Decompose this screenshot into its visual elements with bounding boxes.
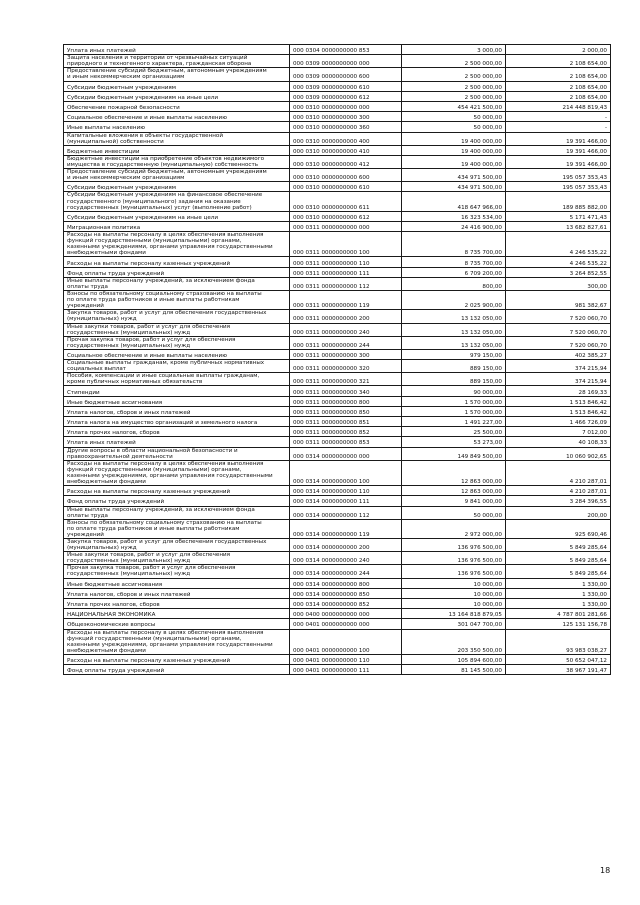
row-name-cell: Другие вопросы в области национальной безопасности и правоохранительной деятельности (64, 447, 290, 460)
row-name-cell: Субсидии бюджетным учреждениям (64, 81, 290, 91)
row-name-cell: Пособия, компенсации и иные социальные выплаты гражданам, кроме публичных нормативных обязательств (64, 373, 290, 386)
row-amount-approved-cell: 8 735 700,00 (402, 257, 506, 267)
row-name-cell: Уплата иных платежей (64, 437, 290, 447)
row-name-cell: Стипендии (64, 386, 290, 396)
table-row (64, 437, 611, 447)
row-amount-approved-cell: 19 400 000,00 (402, 145, 506, 155)
row-name-cell: Социальное обеспечение и иные выплаты населению (64, 112, 290, 122)
row-amount-executed-cell: 4 210 287,01 (506, 460, 611, 485)
row-code-cell: 000 0311 0000000000 851 (290, 417, 402, 427)
table-row (64, 417, 611, 427)
row-name-cell: Бюджетные инвестиции на приобретение объектов недвижимого имущества в государственную (муниципальную) собственность (64, 155, 290, 168)
table-row (64, 506, 611, 519)
row-amount-executed-cell: 7 520 060,70 (506, 310, 611, 323)
row-amount-executed-cell: 195 057 353,43 (506, 169, 611, 182)
table-row (64, 277, 611, 290)
row-code-cell: 000 0314 0000000000 100 (290, 460, 402, 485)
table-row (64, 406, 611, 416)
row-name-cell: Уплата иных платежей (64, 45, 290, 55)
row-amount-approved-cell: 10 000,00 (402, 588, 506, 598)
row-amount-approved-cell: 9 841 000,00 (402, 496, 506, 506)
row-code-cell: 000 0314 0000000000 852 (290, 598, 402, 608)
row-amount-executed-cell: 300,00 (506, 277, 611, 290)
row-amount-executed-cell: 4 246 535,22 (506, 232, 611, 257)
row-name-cell: Уплата налогов, сборов и иных платежей (64, 588, 290, 598)
row-code-cell: 000 0311 0000000000 240 (290, 323, 402, 336)
table-row (64, 112, 611, 122)
row-name-cell: Закупка товаров, работ и услуг для обеспечения государственных (муниципальных) нужд (64, 539, 290, 552)
row-amount-executed-cell: 1 513 846,42 (506, 396, 611, 406)
row-amount-approved-cell: 1 570 000,00 (402, 396, 506, 406)
row-amount-approved-cell: 10 000,00 (402, 598, 506, 608)
row-amount-executed-cell: 1 513 846,42 (506, 406, 611, 416)
row-code-cell: 000 0401 0000000000 111 (290, 665, 402, 675)
row-amount-approved-cell: 19 400 000,00 (402, 132, 506, 145)
row-amount-approved-cell: 434 971 500,00 (402, 169, 506, 182)
row-name-cell: Субсидии бюджетным учреждениям на иные цели (64, 211, 290, 221)
row-amount-executed-cell: 2 108 654,00 (506, 55, 611, 68)
row-code-cell: 000 0310 0000000000 000 (290, 101, 402, 111)
row-amount-executed-cell: 40 108,33 (506, 437, 611, 447)
row-name-cell: Расходы на выплаты персоналу в целях обеспечения выполнения функций государственными (муниципальными) органами, казенными учреждениями, органами управления государственными внебюджетными фондами (64, 232, 290, 257)
row-code-cell: 000 0314 0000000000 110 (290, 486, 402, 496)
table-row (64, 169, 611, 182)
row-amount-executed-cell: 189 885 882,00 (506, 192, 611, 211)
table-row (64, 598, 611, 608)
row-name-cell: Иные бюджетные ассигнования (64, 578, 290, 588)
row-amount-executed-cell: 214 448 819,43 (506, 101, 611, 111)
row-code-cell: 000 0311 0000000000 000 (290, 221, 402, 231)
table-row (64, 460, 611, 485)
table-row (64, 565, 611, 578)
row-amount-executed-cell: 402 385,27 (506, 349, 611, 359)
table-row (64, 336, 611, 349)
row-code-cell: 000 0311 0000000000 850 (290, 406, 402, 416)
row-name-cell: Социальные выплаты гражданам, кроме публичных нормативных социальных выплат (64, 360, 290, 373)
row-amount-approved-cell: 13 132 050,00 (402, 323, 506, 336)
table-row (64, 155, 611, 168)
row-name-cell: Уплата прочих налогов, сборов (64, 427, 290, 437)
table-row (64, 373, 611, 386)
row-amount-executed-cell: 1 466 726,09 (506, 417, 611, 427)
row-amount-executed-cell: 50 652 047,12 (506, 654, 611, 664)
row-amount-approved-cell: 19 400 000,00 (402, 155, 506, 168)
row-amount-approved-cell: 2 500 000,00 (402, 91, 506, 101)
row-code-cell: 000 0311 0000000000 110 (290, 257, 402, 267)
row-code-cell: 000 0309 0000000000 610 (290, 81, 402, 91)
row-amount-executed-cell: 19 391 466,00 (506, 145, 611, 155)
row-code-cell: 000 0314 0000000000 119 (290, 519, 402, 538)
row-code-cell: 000 0310 0000000000 612 (290, 211, 402, 221)
row-amount-executed-cell: 200,00 (506, 506, 611, 519)
table-row (64, 68, 611, 81)
row-amount-approved-cell: 434 971 500,00 (402, 182, 506, 192)
row-amount-executed-cell: 1 330,00 (506, 598, 611, 608)
row-amount-executed-cell: 93 983 038,27 (506, 629, 611, 654)
row-amount-approved-cell: 90 000,00 (402, 386, 506, 396)
row-amount-approved-cell: 149 849 500,00 (402, 447, 506, 460)
row-code-cell: 000 0314 0000000000 240 (290, 552, 402, 565)
page-number: 18 (600, 866, 611, 875)
row-code-cell: 000 0401 0000000000 000 (290, 619, 402, 629)
row-amount-approved-cell: 418 647 966,00 (402, 192, 506, 211)
row-code-cell: 000 0309 0000000000 000 (290, 55, 402, 68)
row-name-cell: Прочая закупка товаров, работ и услуг для обеспечения государственных (муниципальных) нужд (64, 565, 290, 578)
row-name-cell: Иные выплаты персоналу учреждений, за исключением фонда оплаты труда (64, 277, 290, 290)
row-name-cell: Взносы по обязательному социальному страхованию на выплаты по оплате труда работников и иные выплаты работникам учреждений (64, 519, 290, 538)
row-amount-approved-cell: 2 500 000,00 (402, 81, 506, 91)
table-row (64, 496, 611, 506)
row-code-cell: 000 0304 0000000000 853 (290, 45, 402, 55)
table-row (64, 323, 611, 336)
row-amount-approved-cell: 1 491 227,00 (402, 417, 506, 427)
row-amount-approved-cell: 50 000,00 (402, 506, 506, 519)
row-code-cell: 000 0401 0000000000 110 (290, 654, 402, 664)
row-amount-approved-cell: 16 323 534,00 (402, 211, 506, 221)
row-amount-executed-cell: - (506, 112, 611, 122)
row-amount-executed-cell: 38 967 191,47 (506, 665, 611, 675)
row-amount-executed-cell: - (506, 122, 611, 132)
budget-table-body (64, 45, 611, 675)
row-name-cell: Расходы на выплаты персоналу в целях обеспечения выполнения функций государственными (муниципальными) органами, казенными учреждениями, органами управления государственными внебюджетными фондами (64, 460, 290, 485)
table-row (64, 192, 611, 211)
row-amount-approved-cell: 301 047 700,00 (402, 619, 506, 629)
row-code-cell: 000 0314 0000000000 800 (290, 578, 402, 588)
row-amount-executed-cell: 2 000,00 (506, 45, 611, 55)
row-code-cell: 000 0311 0000000000 800 (290, 396, 402, 406)
row-code-cell: 000 0310 0000000000 400 (290, 132, 402, 145)
row-name-cell: Закупка товаров, работ и услуг для обеспечения государственных (муниципальных) нужд (64, 310, 290, 323)
row-code-cell: 000 0310 0000000000 410 (290, 145, 402, 155)
row-amount-approved-cell: 2 972 000,00 (402, 519, 506, 538)
row-amount-executed-cell: 374 215,94 (506, 360, 611, 373)
row-name-cell: Уплата налога на имущество организаций и земельного налога (64, 417, 290, 427)
row-amount-executed-cell: 4 210 287,01 (506, 486, 611, 496)
row-name-cell: Обеспечение пожарной безопасности (64, 101, 290, 111)
table-row (64, 211, 611, 221)
table-row (64, 486, 611, 496)
row-amount-executed-cell: 28 169,33 (506, 386, 611, 396)
row-name-cell: Защита населения и территории от чрезвычайных ситуаций природного и техногенного характера, гражданская оборона (64, 55, 290, 68)
row-amount-approved-cell: 12 863 000,00 (402, 460, 506, 485)
row-name-cell: Расходы на выплаты персоналу казенных учреждений (64, 654, 290, 664)
row-name-cell: Уплата прочих налогов, сборов (64, 598, 290, 608)
table-row (64, 132, 611, 145)
table-row (64, 665, 611, 675)
row-code-cell: 000 0311 0000000000 853 (290, 437, 402, 447)
table-row (64, 267, 611, 277)
row-amount-approved-cell: 2 500 000,00 (402, 55, 506, 68)
table-row (64, 519, 611, 538)
row-name-cell: Предоставление субсидий бюджетным, автономным учреждениям и иным некоммерческим организациям (64, 68, 290, 81)
row-code-cell: 000 0310 0000000000 412 (290, 155, 402, 168)
table-row (64, 552, 611, 565)
table-row (64, 427, 611, 437)
table-row (64, 221, 611, 231)
table-row (64, 232, 611, 257)
row-code-cell: 000 0311 0000000000 244 (290, 336, 402, 349)
row-amount-executed-cell: 925 690,46 (506, 519, 611, 538)
table-row (64, 619, 611, 629)
table-row (64, 588, 611, 598)
row-code-cell: 000 0314 0000000000 112 (290, 506, 402, 519)
row-code-cell: 000 0311 0000000000 200 (290, 310, 402, 323)
table-row (64, 609, 611, 619)
row-amount-approved-cell: 10 000,00 (402, 578, 506, 588)
row-name-cell: Иные выплаты персоналу учреждений, за исключением фонда оплаты труда (64, 506, 290, 519)
row-amount-approved-cell: 136 976 500,00 (402, 565, 506, 578)
row-name-cell: Иные выплаты населению (64, 122, 290, 132)
row-amount-approved-cell: 3 000,00 (402, 45, 506, 55)
row-code-cell: 000 0311 0000000000 111 (290, 267, 402, 277)
row-code-cell: 000 0309 0000000000 612 (290, 91, 402, 101)
row-code-cell: 000 0310 0000000000 300 (290, 112, 402, 122)
row-amount-executed-cell: 5 171 471,43 (506, 211, 611, 221)
row-name-cell: Капитальные вложения в объекты государственной (муниципальной) собственности (64, 132, 290, 145)
row-code-cell: 000 0310 0000000000 600 (290, 169, 402, 182)
table-row (64, 396, 611, 406)
row-name-cell: Социальное обеспечение и иные выплаты населению (64, 349, 290, 359)
row-name-cell: Предоставление субсидий бюджетным, автономным учреждениям и иным некоммерческим организациям (64, 169, 290, 182)
row-amount-approved-cell: 12 863 000,00 (402, 486, 506, 496)
table-row (64, 91, 611, 101)
row-name-cell: Иные бюджетные ассигнования (64, 396, 290, 406)
row-amount-executed-cell: 374 215,94 (506, 373, 611, 386)
table-row (64, 629, 611, 654)
row-code-cell: 000 0310 0000000000 611 (290, 192, 402, 211)
table-row (64, 182, 611, 192)
table-row (64, 360, 611, 373)
row-name-cell: Фонд оплаты труда учреждений (64, 496, 290, 506)
table-row (64, 447, 611, 460)
row-name-cell: Расходы на выплаты персоналу казенных учреждений (64, 486, 290, 496)
row-amount-executed-cell: 19 391 466,00 (506, 155, 611, 168)
row-amount-executed-cell: 4 246 535,22 (506, 257, 611, 267)
row-amount-approved-cell: 6 709 200,00 (402, 267, 506, 277)
row-name-cell: Расходы на выплаты персоналу казенных учреждений (64, 257, 290, 267)
row-code-cell: 000 0314 0000000000 200 (290, 539, 402, 552)
table-row (64, 145, 611, 155)
table-row (64, 349, 611, 359)
row-amount-executed-cell: 2 108 654,00 (506, 91, 611, 101)
row-amount-approved-cell: 50 000,00 (402, 112, 506, 122)
row-amount-executed-cell: 3 264 852,55 (506, 267, 611, 277)
table-row (64, 310, 611, 323)
row-name-cell: Иные закупки товаров, работ и услуг для обеспечения государственных (муниципальных) нужд (64, 552, 290, 565)
row-amount-executed-cell: 5 849 285,64 (506, 539, 611, 552)
row-code-cell: 000 0314 0000000000 244 (290, 565, 402, 578)
row-amount-approved-cell: 8 735 700,00 (402, 232, 506, 257)
row-name-cell: Прочая закупка товаров, работ и услуг для обеспечения государственных (муниципальных) нужд (64, 336, 290, 349)
row-name-cell: Взносы по обязательному социальному страхованию на выплаты по оплате труда работников и иные выплаты работникам учреждений (64, 291, 290, 310)
row-name-cell: Иные закупки товаров, работ и услуг для обеспечения государственных (муниципальных) нужд (64, 323, 290, 336)
table-row (64, 386, 611, 396)
row-name-cell: Бюджетные инвестиции (64, 145, 290, 155)
table-row (64, 55, 611, 68)
row-amount-approved-cell: 800,00 (402, 277, 506, 290)
row-name-cell: Субсидии бюджетным учреждениям (64, 182, 290, 192)
row-amount-approved-cell: 889 150,00 (402, 360, 506, 373)
row-amount-approved-cell: 13 132 050,00 (402, 310, 506, 323)
table-row (64, 654, 611, 664)
row-amount-executed-cell: 2 108 654,00 (506, 68, 611, 81)
row-amount-executed-cell: 981 382,67 (506, 291, 611, 310)
row-amount-executed-cell: 195 057 353,43 (506, 182, 611, 192)
row-amount-approved-cell: 81 145 500,00 (402, 665, 506, 675)
table-row (64, 101, 611, 111)
row-amount-approved-cell: 53 273,00 (402, 437, 506, 447)
row-amount-approved-cell: 889 150,00 (402, 373, 506, 386)
row-code-cell: 000 0311 0000000000 112 (290, 277, 402, 290)
row-name-cell: Миграционная политика (64, 221, 290, 231)
row-amount-executed-cell: 5 849 285,64 (506, 565, 611, 578)
row-amount-executed-cell: 7 520 060,70 (506, 336, 611, 349)
row-amount-executed-cell: 3 284 396,55 (506, 496, 611, 506)
row-amount-approved-cell: 50 000,00 (402, 122, 506, 132)
row-name-cell: Фонд оплаты труда учреждений (64, 267, 290, 277)
budget-table (63, 44, 611, 675)
row-amount-approved-cell: 105 894 600,00 (402, 654, 506, 664)
row-amount-executed-cell: 19 391 466,00 (506, 132, 611, 145)
row-code-cell: 000 0311 0000000000 340 (290, 386, 402, 396)
row-code-cell: 000 0311 0000000000 320 (290, 360, 402, 373)
row-name-cell: Расходы на выплаты персоналу в целях обеспечения выполнения функций государственными (муниципальными) органами, казенными учреждениями, органами управления государственными внебюджетными фондами (64, 629, 290, 654)
row-name-cell: Субсидии бюджетным учреждениям на иные цели (64, 91, 290, 101)
table-row (64, 45, 611, 55)
row-amount-executed-cell: 10 060 902,65 (506, 447, 611, 460)
row-amount-approved-cell: 454 421 500,00 (402, 101, 506, 111)
row-amount-executed-cell: 5 849 285,64 (506, 552, 611, 565)
row-code-cell: 000 0314 0000000000 000 (290, 447, 402, 460)
row-code-cell: 000 0311 0000000000 852 (290, 427, 402, 437)
row-code-cell: 000 0310 0000000000 610 (290, 182, 402, 192)
row-amount-approved-cell: 136 976 500,00 (402, 552, 506, 565)
row-amount-executed-cell: 7 012,00 (506, 427, 611, 437)
row-amount-executed-cell: 7 520 060,70 (506, 323, 611, 336)
table-row (64, 291, 611, 310)
row-name-cell: Уплата налогов, сборов и иных платежей (64, 406, 290, 416)
table-row (64, 81, 611, 91)
row-amount-approved-cell: 136 976 500,00 (402, 539, 506, 552)
row-amount-approved-cell: 2 500 000,00 (402, 68, 506, 81)
row-amount-executed-cell: 13 682 827,61 (506, 221, 611, 231)
row-amount-executed-cell: 2 108 654,00 (506, 81, 611, 91)
row-amount-executed-cell: 1 330,00 (506, 588, 611, 598)
row-amount-approved-cell: 1 570 000,00 (402, 406, 506, 416)
row-code-cell: 000 0314 0000000000 850 (290, 588, 402, 598)
table-row (64, 257, 611, 267)
table-row (64, 539, 611, 552)
row-code-cell: 000 0401 0000000000 100 (290, 629, 402, 654)
row-amount-approved-cell: 13 164 818 879,05 (402, 609, 506, 619)
row-amount-approved-cell: 25 500,00 (402, 427, 506, 437)
row-amount-executed-cell: 4 787 801 281,66 (506, 609, 611, 619)
row-code-cell: 000 0311 0000000000 100 (290, 232, 402, 257)
row-amount-executed-cell: 1 330,00 (506, 578, 611, 588)
row-name-cell: НАЦИОНАЛЬНАЯ ЭКОНОМИКА (64, 609, 290, 619)
row-name-cell: Общеэкономические вопросы (64, 619, 290, 629)
row-amount-approved-cell: 203 350 500,00 (402, 629, 506, 654)
row-code-cell: 000 0310 0000000000 360 (290, 122, 402, 132)
row-code-cell: 000 0400 0000000000 000 (290, 609, 402, 619)
row-amount-executed-cell: 125 131 156,78 (506, 619, 611, 629)
row-amount-approved-cell: 13 132 050,00 (402, 336, 506, 349)
table-row (64, 122, 611, 132)
row-code-cell: 000 0311 0000000000 321 (290, 373, 402, 386)
table-row (64, 578, 611, 588)
row-name-cell: Субсидии бюджетным учреждениям на финансовое обеспечение государственного (муниципального) задания на оказание государственных (муниципальных) услуг (выполнение работ) (64, 192, 290, 211)
row-name-cell: Фонд оплаты труда учреждений (64, 665, 290, 675)
row-code-cell: 000 0309 0000000000 600 (290, 68, 402, 81)
row-code-cell: 000 0314 0000000000 111 (290, 496, 402, 506)
row-code-cell: 000 0311 0000000000 300 (290, 349, 402, 359)
row-code-cell: 000 0311 0000000000 119 (290, 291, 402, 310)
row-amount-approved-cell: 2 025 900,00 (402, 291, 506, 310)
row-amount-approved-cell: 24 416 900,00 (402, 221, 506, 231)
row-amount-approved-cell: 979 150,00 (402, 349, 506, 359)
